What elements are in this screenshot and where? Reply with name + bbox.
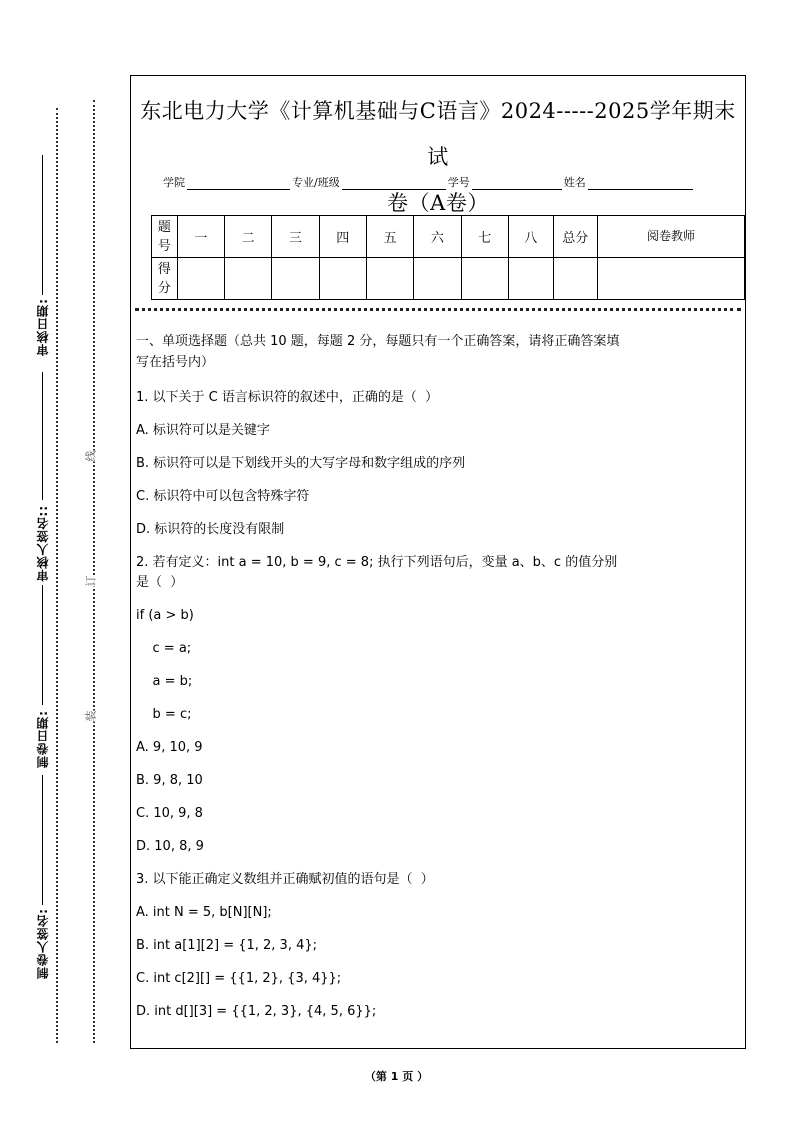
major-class-field[interactable] xyxy=(342,177,446,190)
signature-line xyxy=(42,585,43,705)
score-cell[interactable] xyxy=(508,258,553,300)
reviewer-signature-field xyxy=(22,505,62,582)
question-3-stem: 3. 以下能正确定义数组并正确赋初值的语句是（ ） xyxy=(136,872,434,887)
row-header-question-no: 题号 xyxy=(152,216,178,258)
score-cell[interactable] xyxy=(225,258,272,300)
question-1-stem: 1. 以下关于 C 语言标识符的叙述中，正确的是（ ） xyxy=(136,390,439,405)
score-table-header-row xyxy=(152,216,745,258)
col-3: 三 xyxy=(272,216,319,258)
title-line-1: 东北电力大学《计算机基础与C语言》2024-----2025学年期末试 xyxy=(140,99,736,169)
inner-dotted-line xyxy=(93,100,95,1043)
question-2-option-c: C. 10, 9, 8 xyxy=(136,806,203,821)
compiler-signature-label: 制卷人签名: xyxy=(35,908,50,979)
title-line-2: 卷（A卷） xyxy=(387,191,489,215)
col-1: 一 xyxy=(177,216,224,258)
section-1-heading-line-2: 写在括号内） xyxy=(136,355,215,370)
review-date-label: 审核日期: xyxy=(35,298,50,356)
name-field[interactable] xyxy=(588,177,693,190)
col-6: 六 xyxy=(414,216,461,258)
score-table xyxy=(151,215,745,300)
exam-frame xyxy=(130,75,746,1049)
score-cell[interactable] xyxy=(177,258,224,300)
signature-line xyxy=(42,155,43,295)
question-2-code-line: if (a > b) xyxy=(136,608,194,623)
score-cell-grader[interactable] xyxy=(598,258,745,300)
score-table-score-row xyxy=(152,258,745,300)
binding-char-staple: 订 xyxy=(84,575,98,587)
question-2-option-d: D. 10, 8, 9 xyxy=(136,839,204,854)
major-class-label: 专业/班级 xyxy=(292,176,340,189)
question-3-option-d: D. int d[][3] = {{1, 2, 3}, {4, 5, 6}}; xyxy=(136,1004,377,1019)
binding-char-bind: 装 xyxy=(84,710,98,722)
col-8: 八 xyxy=(508,216,553,258)
question-2-stem-line-1: 2. 若有定义：int a = 10, b = 9, c = 8; 执行下列语句后，变量 a、b、c 的值分别 xyxy=(136,555,618,570)
question-3-option-c: C. int c[2][] = {{1, 2}, {3, 4}}; xyxy=(136,971,342,986)
student-id-field[interactable] xyxy=(472,177,562,190)
student-info-row xyxy=(163,174,695,190)
row-header-score: 得分 xyxy=(152,258,178,300)
review-date-field xyxy=(22,298,62,356)
college-field[interactable] xyxy=(187,177,290,190)
student-id-label: 学号 xyxy=(447,176,470,189)
question-2-option-a: A. 9, 10, 9 xyxy=(136,740,203,755)
question-1-option-a: A. 标识符可以是关键字 xyxy=(136,423,270,438)
compile-date-label: 制卷日期: xyxy=(35,710,50,768)
binding-char-line: 线 xyxy=(84,450,98,462)
score-cell[interactable] xyxy=(414,258,461,300)
question-2-stem-line-2: 是（ ） xyxy=(136,575,184,590)
col-5: 五 xyxy=(366,216,413,258)
reviewer-signature-label: 审核人签名:: xyxy=(35,505,50,582)
question-3-option-b: B. int a[1][2] = {1, 2, 3, 4}; xyxy=(136,938,318,953)
signature-fields xyxy=(22,0,62,1122)
signature-line xyxy=(42,775,43,905)
signature-line xyxy=(42,372,43,500)
college-label: 学院 xyxy=(163,176,185,189)
score-cell[interactable] xyxy=(461,258,508,300)
col-2: 二 xyxy=(225,216,272,258)
question-1-option-c: C. 标识符中可以包含特殊字符 xyxy=(136,489,310,504)
question-2-option-b: B. 9, 8, 10 xyxy=(136,773,203,788)
question-1-option-b: B. 标识符可以是下划线开头的大写字母和数字组成的序列 xyxy=(136,456,466,471)
score-cell[interactable] xyxy=(272,258,319,300)
compiler-signature-field xyxy=(22,908,62,979)
question-3-option-a: A. int N = 5, b[N][N]; xyxy=(136,905,272,920)
section-1-heading-line-1: 一、单项选择题（总共 10 题，每题 2 分，每题只有一个正确答案，请将正确答案填 xyxy=(136,334,620,349)
question-2-code-line: c = a; xyxy=(136,641,192,656)
col-7: 七 xyxy=(461,216,508,258)
col-4: 四 xyxy=(319,216,366,258)
question-2-code-line: a = b; xyxy=(136,674,193,689)
section-1-heading xyxy=(136,331,739,373)
question-1-option-d: D. 标识符的长度没有限制 xyxy=(136,522,285,537)
score-cell[interactable] xyxy=(319,258,366,300)
exam-title xyxy=(131,88,745,226)
col-grader: 阅卷教师 xyxy=(598,216,745,258)
compile-date-field xyxy=(22,710,62,768)
name-label: 姓名 xyxy=(563,176,586,189)
page-number: （第 1 页 ） xyxy=(364,1070,429,1083)
score-cell-total[interactable] xyxy=(553,258,598,300)
col-total: 总分 xyxy=(553,216,598,258)
question-2-code-line: b = c; xyxy=(136,707,192,722)
separator-dotted-line xyxy=(135,308,741,311)
score-cell[interactable] xyxy=(366,258,413,300)
